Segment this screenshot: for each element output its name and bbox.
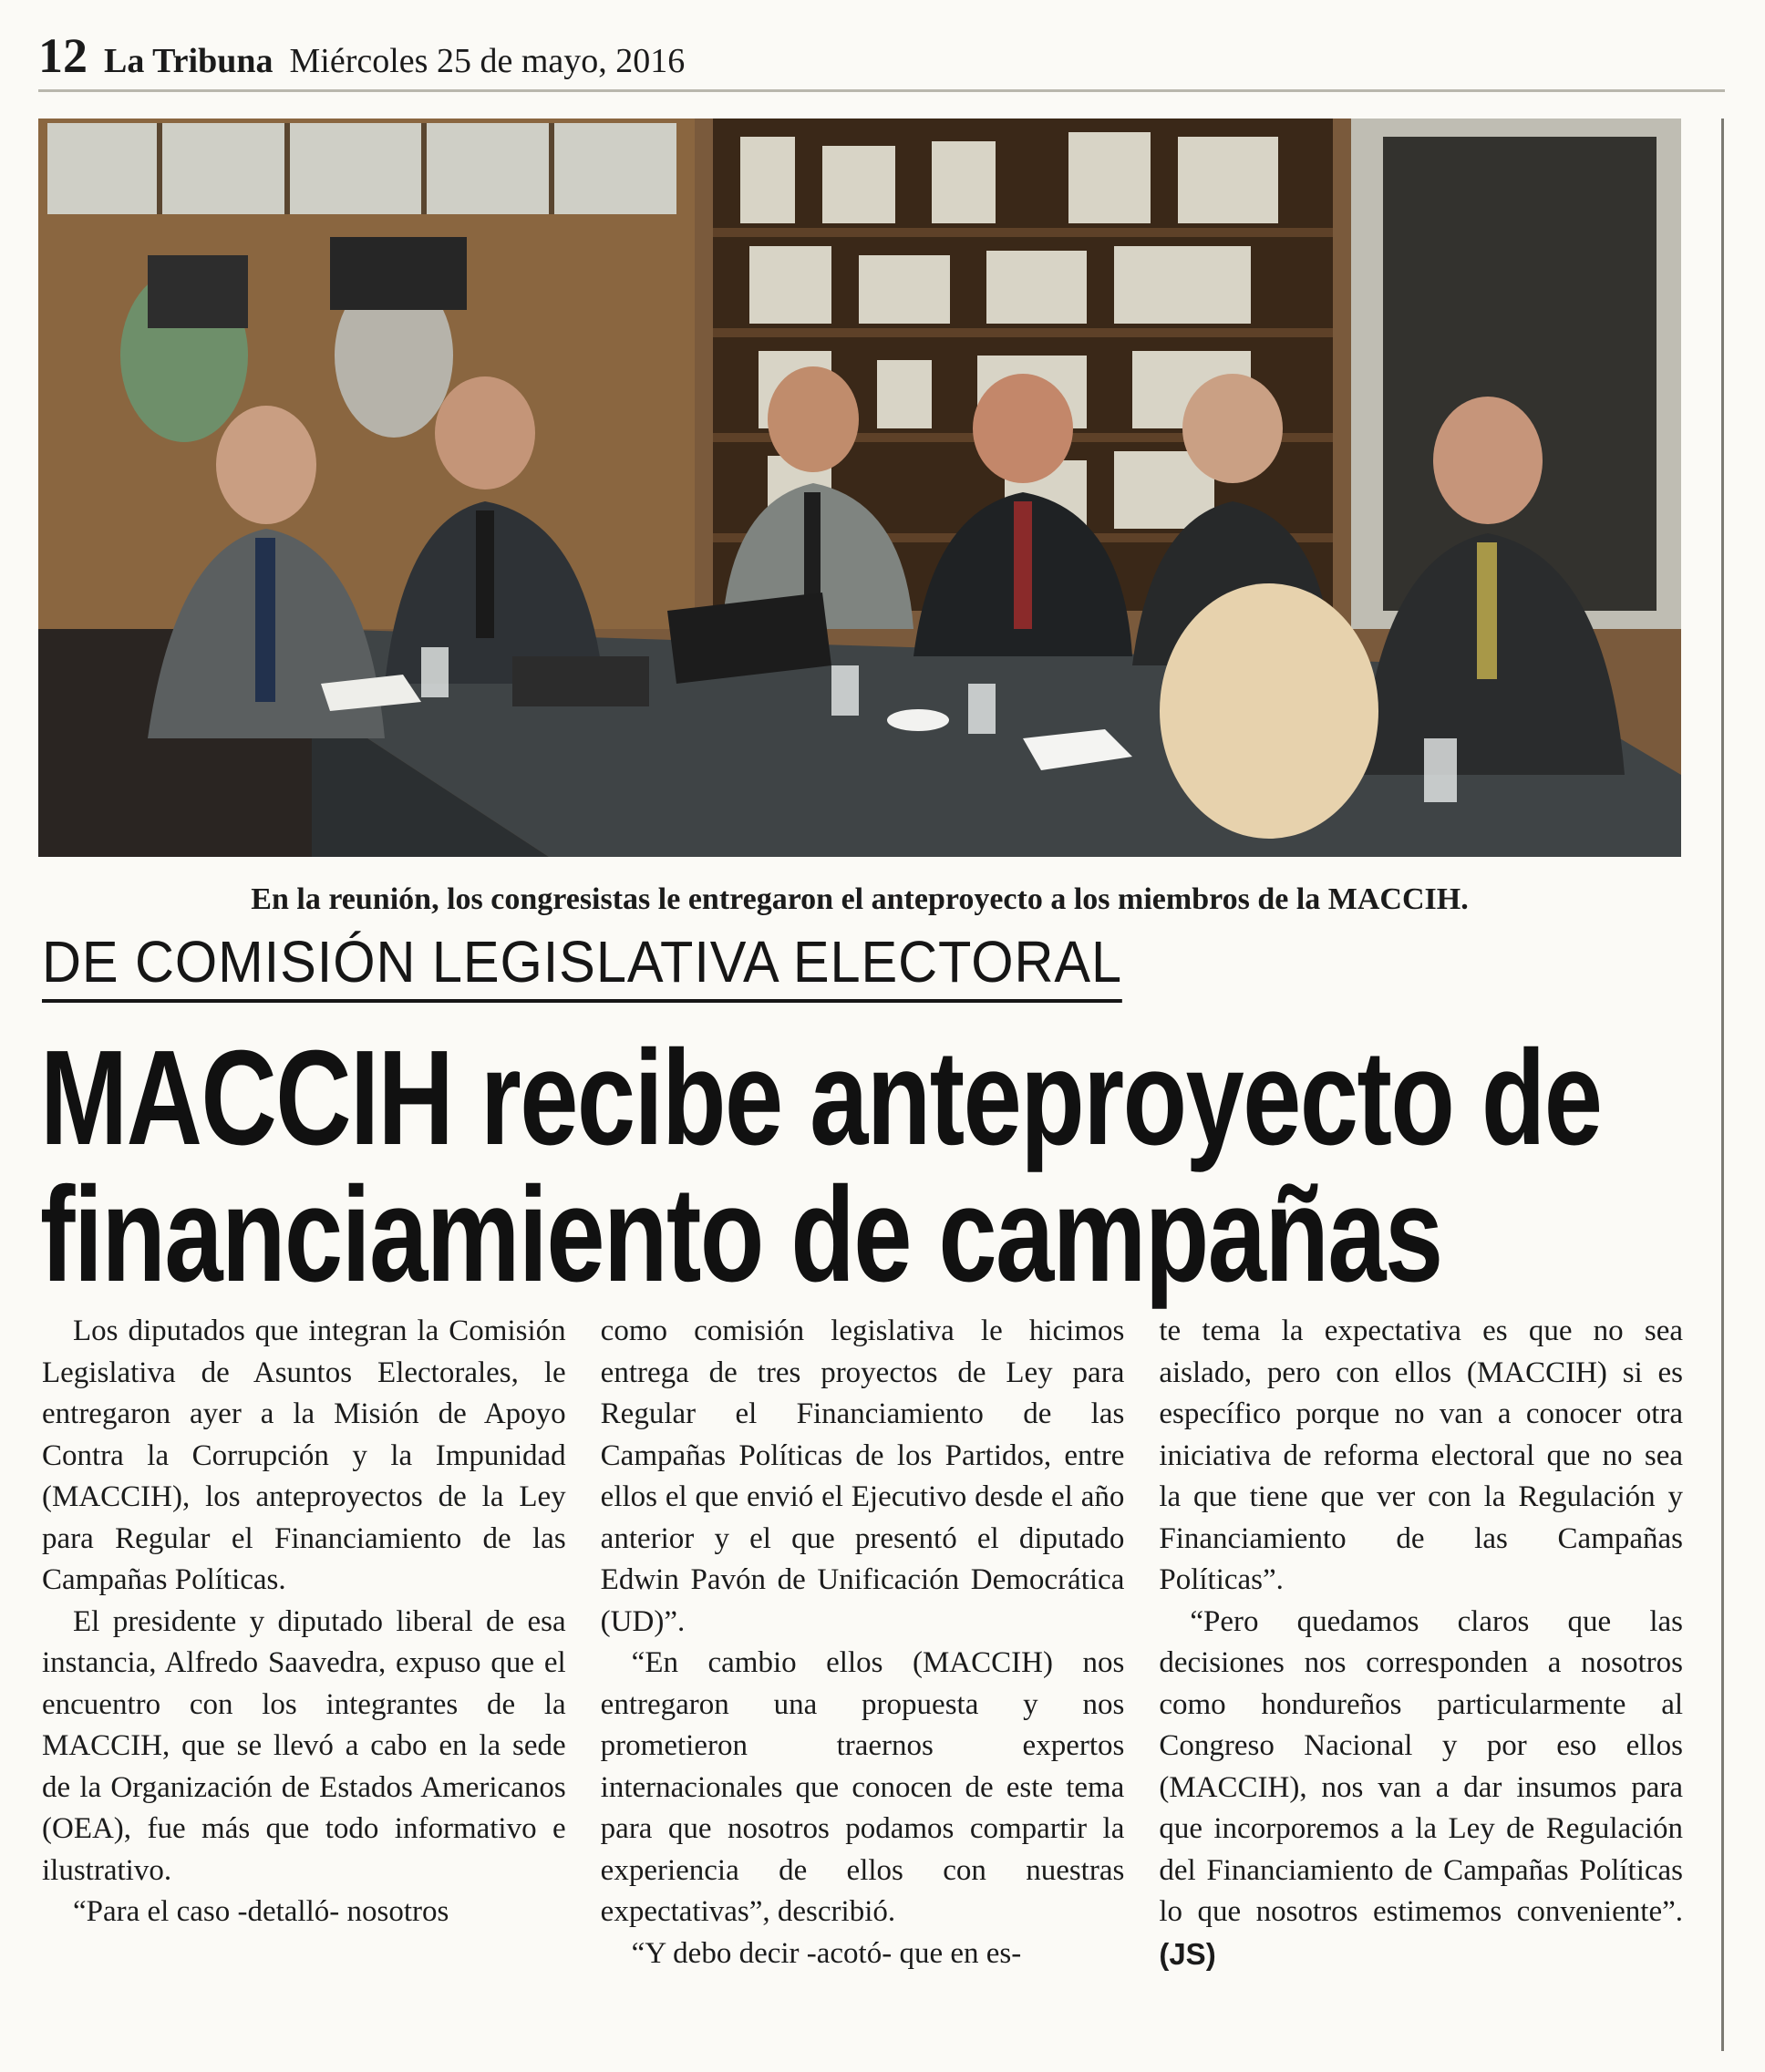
- article-column-1: [42, 1311, 566, 1976]
- paragraph: “Para el caso -detalló- nosotros: [73, 1895, 449, 1928]
- article-headline: [40, 1023, 1718, 1310]
- article-body: [42, 1311, 1683, 1976]
- headline-line-1: MACCIH recibe anteproyecto de: [40, 1023, 1602, 1173]
- masthead-divider: [38, 89, 1725, 92]
- issue-date: Miércoles 25 de mayo, 2016: [289, 42, 686, 80]
- paper-name: La Tribuna: [104, 42, 274, 80]
- photo-caption: En la reunión, los congresistas le entregaron el anteproyecto a los miembros de la MACCIH.: [251, 882, 1469, 916]
- paragraph: como comisión legislativa le hicimos entrega de tres proyectos de Ley para Regular el Financiamiento de las Campañas Políticas de los Partidos, entre ellos el que envió el Ejecutivo desde el año anterior y el que presentó el diputado Edwin Pavón de Unificación Democrática (UD)”.: [600, 1314, 1125, 1638]
- paragraph: “Y debo decir -acotó- que en es-: [631, 1936, 1022, 1970]
- article-column-2: [601, 1311, 1125, 1976]
- article-kicker: DE COMISIÓN LEGISLATIVA ELECTORAL: [42, 928, 1122, 1003]
- meeting-photo: [38, 119, 1681, 857]
- paragraph-text: “Pero quedamos claros que las decisiones nos corresponden a nosotros como hondureños particularmente al Congreso Nacional y por eso ellos (MACCIH), nos van a dar insumos para que incorporemos a la Ley de Regulación del Financiamiento de Campañas Políticas lo que nosotros estimemos conveniente”.: [1159, 1604, 1684, 1928]
- paragraph: te tema la expectativa es que no sea aislado, pero con ellos (MACCIH) si es específico porque no van a conocer otra iniciativa de reforma electoral que no sea la que tiene que ver con la Regulación y Financiamiento de las Campañas Políticas”.: [1159, 1314, 1684, 1596]
- article-column-3: [1159, 1311, 1683, 1976]
- paragraph: El presidente y diputado liberal de esa instancia, Alfredo Saavedra, expuso que el encuentro con los integrantes de la MACCIH, que se llevó a cabo en la sede de la Organización de Estados Americanos (OEA), fue más que todo informativo e ilustrativo.: [42, 1604, 566, 1887]
- masthead: [38, 27, 1716, 91]
- side-divider: [1721, 119, 1724, 2051]
- paragraph: Los diputados que integran la Comisión Legislativa de Asuntos Electorales, le entregaron ayer a la Misión de Apoyo Contra la Corrupción y la Impunidad (MACCIH), los anteproyectos de la Ley para Regular el Financiamiento de las Campañas Políticas.: [42, 1314, 566, 1596]
- headline-line-2: financiamiento de campañas: [40, 1160, 1442, 1310]
- author-signoff: (JS): [1159, 1936, 1216, 1971]
- page-number: 12: [38, 28, 88, 83]
- paragraph: [1159, 1602, 1683, 1977]
- paragraph: “En cambio ellos (MACCIH) nos entregaron una propuesta y nos prometieron traernos expertos internacionales que conocen de este tema para que nosotros podamos compartir la experiencia de ellos con nuestras expectativas”, describió.: [600, 1646, 1125, 1928]
- meeting-photo-illustration: [38, 119, 1681, 857]
